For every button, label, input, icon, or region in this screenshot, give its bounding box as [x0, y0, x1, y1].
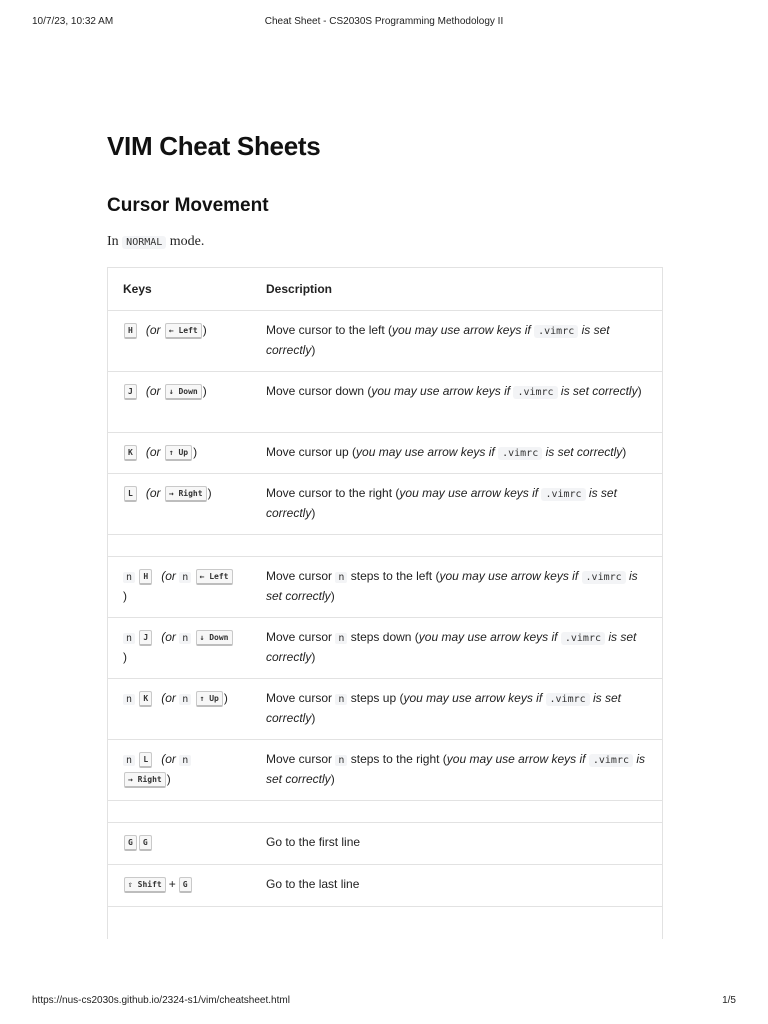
vimrc-code: .vimrc	[541, 488, 585, 501]
print-url: https://nus-cs2030s.github.io/2324-s1/vim/cheatsheet.html	[32, 995, 290, 1006]
desc-text: steps to the left (	[350, 569, 440, 583]
key-l: L	[124, 486, 137, 502]
or-label: (or	[145, 486, 161, 500]
desc-note: you may use arrow keys if	[371, 384, 511, 398]
key-g: G	[179, 877, 192, 893]
desc-text: steps to the right (	[350, 752, 447, 766]
count-n: n	[123, 633, 135, 644]
desc-note: you may use arrow keys if	[439, 569, 579, 583]
close-paren: )	[311, 650, 316, 664]
table-row	[108, 740, 662, 801]
count-n: n	[179, 755, 191, 766]
key-down-arrow: ↓ Down	[165, 384, 202, 400]
mode-code: NORMAL	[122, 236, 166, 249]
key-right-arrow: → Right	[124, 772, 166, 788]
vimrc-code: .vimrc	[534, 325, 578, 338]
keys-cell	[108, 311, 251, 372]
keys-cell	[108, 740, 251, 801]
key-j: J	[124, 384, 137, 400]
key-right-arrow: → Right	[165, 486, 207, 502]
desc-note-end: is set correctly	[266, 630, 637, 664]
vimrc-code: .vimrc	[561, 632, 605, 645]
or-label: (or	[161, 691, 176, 705]
close-paren: )	[123, 589, 127, 603]
or-label: (or	[161, 569, 176, 583]
desc-note-end: is set correctly	[560, 384, 638, 398]
key-h: H	[124, 323, 137, 339]
key-left-arrow: ← Left	[165, 323, 202, 339]
vimrc-code: .vimrc	[546, 693, 590, 706]
page-number: 1/5	[722, 995, 736, 1006]
print-title: Cheat Sheet - CS2030S Programming Methodology II	[264, 16, 504, 27]
close-paren: )	[193, 445, 198, 459]
desc-note: you may use arrow keys if	[399, 486, 539, 500]
desc-text: Move cursor	[266, 752, 333, 766]
or-label: (or	[161, 630, 176, 644]
table-row	[108, 823, 662, 865]
key-k: K	[139, 691, 152, 707]
desc-text: Move cursor up (	[266, 445, 357, 459]
count-n: n	[179, 572, 191, 583]
desc-note-end: is set correctly	[266, 752, 645, 786]
header-keys: Keys	[108, 268, 251, 311]
keys-cell	[108, 433, 251, 474]
header-description: Description	[251, 268, 662, 311]
description-cell	[251, 433, 662, 474]
desc-text: Move cursor to the right (	[266, 486, 400, 500]
print-header	[32, 16, 736, 30]
desc-note: you may use arrow keys if	[418, 630, 558, 644]
vimrc-code: .vimrc	[582, 571, 626, 584]
key-l: L	[139, 752, 152, 768]
close-paren: )	[330, 589, 335, 603]
close-paren: )	[622, 445, 627, 459]
keys-cell	[108, 865, 251, 907]
desc-text: Move cursor to the left (	[266, 323, 393, 337]
desc-text: Move cursor	[266, 691, 333, 705]
vimrc-code: .vimrc	[513, 386, 557, 399]
key-j: J	[139, 630, 152, 646]
key-shift: ⇧ Shift	[124, 877, 166, 893]
count-n: n	[179, 694, 191, 705]
description-cell	[251, 679, 662, 740]
table-row	[108, 618, 662, 679]
desc-text: steps up (	[350, 691, 404, 705]
desc-note-end: is set correctly	[266, 486, 617, 520]
article	[107, 130, 662, 253]
page-title: VIM Cheat Sheets	[107, 131, 321, 161]
count-n: n	[335, 694, 347, 705]
or-label: (or	[145, 384, 161, 398]
count-n: n	[123, 572, 135, 583]
description-cell	[251, 557, 662, 618]
table-row	[108, 679, 662, 740]
desc-note-end: is set correctly	[266, 323, 610, 357]
close-paren: )	[637, 384, 642, 398]
key-h: H	[139, 569, 152, 585]
or-label: (or	[145, 445, 161, 459]
close-paren: )	[166, 772, 171, 786]
table-row	[108, 372, 662, 433]
keys-cell	[108, 372, 251, 433]
intro-suffix: mode.	[169, 234, 205, 249]
section-title: Cursor Movement	[107, 195, 269, 216]
key-g: G	[139, 835, 152, 851]
key-up-arrow: ↑ Up	[196, 691, 223, 707]
desc-note-end: is set correctly	[266, 569, 638, 603]
description-cell	[251, 311, 662, 372]
close-paren: )	[202, 323, 207, 337]
desc-note-end: is set correctly	[266, 691, 621, 725]
description-cell: Go to the first line	[251, 823, 662, 865]
plus-sign: +	[168, 877, 176, 891]
count-n: n	[335, 633, 347, 644]
desc-text: Move cursor down (	[266, 384, 372, 398]
table-header-row	[108, 268, 662, 311]
key-left-arrow: ← Left	[196, 569, 233, 585]
desc-text: Move cursor	[266, 630, 333, 644]
close-paren: )	[311, 506, 316, 520]
key-g: G	[124, 835, 137, 851]
desc-note: you may use arrow keys if	[392, 323, 531, 337]
desc-text: steps down (	[350, 630, 419, 644]
count-n: n	[335, 755, 347, 766]
intro-text	[107, 232, 662, 253]
count-n: n	[335, 572, 347, 583]
count-n: n	[179, 633, 191, 644]
or-label: (or	[161, 752, 176, 766]
spacer-row	[108, 535, 662, 557]
table-row	[108, 433, 662, 474]
desc-note: you may use arrow keys if	[403, 691, 543, 705]
key-up-arrow: ↑ Up	[165, 445, 192, 461]
vimrc-code: .vimrc	[589, 754, 633, 767]
close-paren: )	[123, 650, 127, 664]
vimrc-code: .vimrc	[498, 447, 542, 460]
intro-prefix: In	[107, 234, 119, 249]
cursor-movement-table	[107, 267, 663, 939]
close-paren: )	[311, 343, 316, 357]
key-down-arrow: ↓ Down	[196, 630, 233, 646]
description-cell	[251, 618, 662, 679]
close-paren: )	[330, 772, 335, 786]
desc-note: you may use arrow keys if	[446, 752, 586, 766]
keys-cell	[108, 618, 251, 679]
table-row	[108, 474, 662, 535]
or-label: (or	[145, 323, 161, 337]
description-cell	[251, 372, 662, 433]
close-paren: )	[223, 691, 228, 705]
close-paren: )	[202, 384, 207, 398]
close-paren: )	[311, 711, 316, 725]
table-row	[108, 557, 662, 618]
count-n: n	[123, 694, 135, 705]
key-k: K	[124, 445, 137, 461]
print-date: 10/7/23, 10:32 AM	[32, 16, 114, 27]
count-n: n	[123, 755, 135, 766]
keys-cell	[108, 557, 251, 618]
desc-note-end: is set correctly	[545, 445, 623, 459]
keys-cell	[108, 823, 251, 865]
spacer-row	[108, 801, 662, 823]
close-paren: )	[207, 486, 212, 500]
print-footer	[32, 995, 736, 1009]
description-cell	[251, 740, 662, 801]
desc-text: Move cursor	[266, 569, 333, 583]
desc-note: you may use arrow keys if	[356, 445, 495, 459]
table-row	[108, 865, 662, 907]
description-cell	[251, 474, 662, 535]
keys-cell	[108, 679, 251, 740]
table-row	[108, 311, 662, 372]
description-cell: Go to the last line	[251, 865, 662, 907]
keys-cell	[108, 474, 251, 535]
